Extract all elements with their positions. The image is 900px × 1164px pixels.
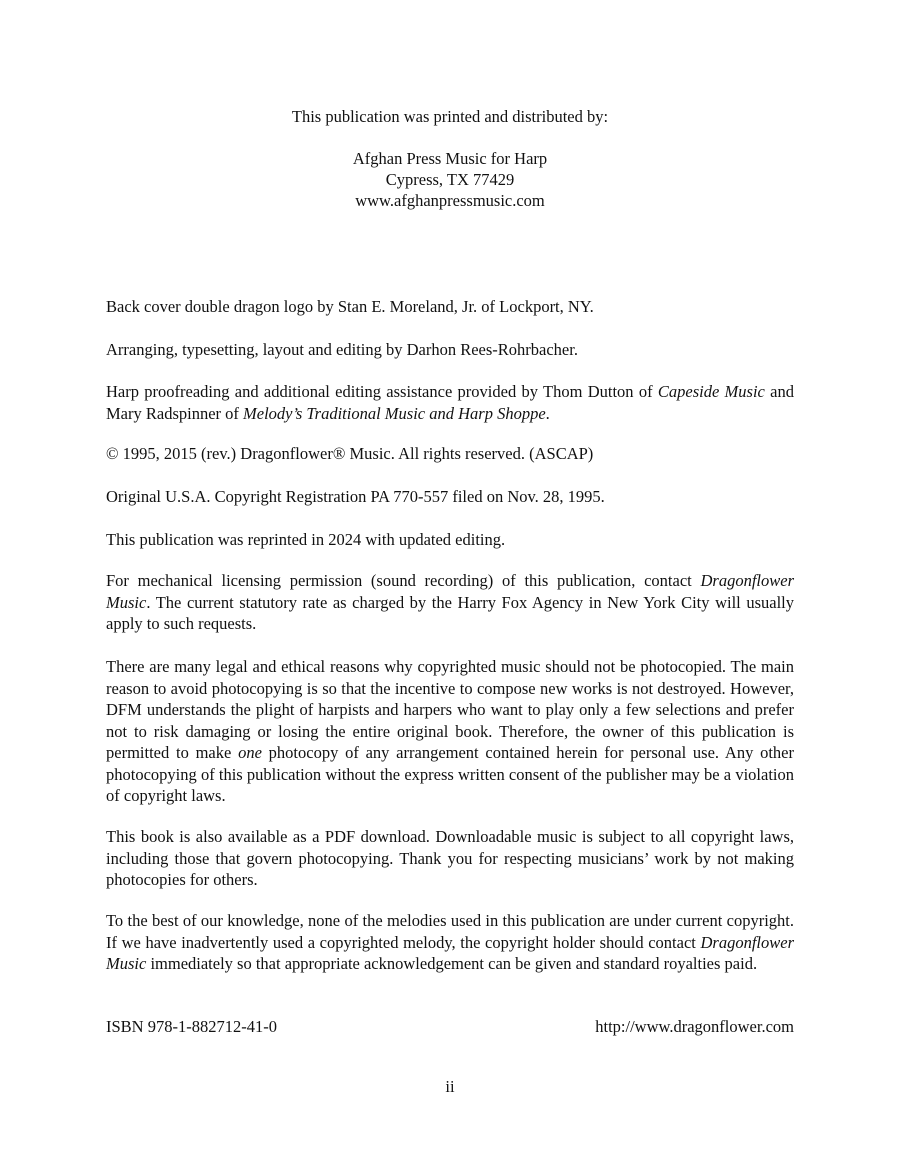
page-number: ii (445, 1077, 455, 1096)
licensing-part1: For mechanical licensing permission (sound recording) of this publication, contact (106, 571, 701, 590)
arranging-credit (106, 339, 794, 361)
licensing-paragraph (106, 570, 794, 635)
melodies-text (106, 910, 794, 975)
melodies-paragraph (106, 910, 794, 975)
logo-credit-text: Back cover double dragon logo by Stan E. Moreland, Jr. of Lockport, NY. (106, 297, 594, 316)
photocopy-part1: There are many legal and ethical reasons why copyrighted music should not be photocopied. The main reason to avoid photocopying is so that the incentive to compose new works is not destroyed. However, DFM understands the plight of harpists and harpers who want to play only a few selections and prefer not to risk damaging or losing the entire original book. Therefore, the owner of this publication is permitted to make (106, 657, 794, 762)
publisher-city: Cypress, TX 77429 (385, 170, 515, 189)
footer-url: http://www.dragonflower.com (595, 1017, 794, 1036)
pdf-paragraph (106, 826, 794, 891)
reprint-notice (106, 529, 794, 551)
photocopy-part2: photocopy of any arrangement contained herein for personal use. Any other photocopying of this publication without the express written consent of the publisher may be a violation of copyright laws. (106, 743, 794, 805)
publisher-intro: This publication was printed and distributed by: (291, 107, 609, 126)
publisher-address-block (0, 148, 900, 211)
photocopy-text (106, 656, 794, 807)
proofreading-part3: . (545, 403, 550, 423)
publisher-intro-block (0, 106, 900, 127)
licensing-part2: . The current statutory rate as charged by the Harry Fox Agency in New York City will usually apply to such requests. (106, 592, 794, 633)
proofreading-credit-text (106, 381, 794, 424)
footer-line (106, 1016, 794, 1037)
pdf-notice-text: This book is also available as a PDF download. Downloadable music is subject to all copyright laws, including those that govern photocopying. Thank you for respecting musicians’ work by not making photocopies for others. (106, 827, 794, 889)
copyright-registration (106, 486, 794, 508)
photocopy-paragraph (106, 656, 794, 807)
isbn: ISBN 978-1-882712-41-0 (106, 1017, 277, 1036)
proofreading-part2: and Mary Radspinner of (106, 382, 795, 423)
copyright-registration-text: Original U.S.A. Copyright Registration PA 770-557 filed on Nov. 28, 1995. (106, 487, 605, 506)
licensing-text (106, 570, 794, 635)
proofreading-credit (106, 381, 794, 424)
licensing-dragonflower: Dragonflower Music (106, 571, 794, 612)
melodies-part2: immediately so that appropriate acknowledgement can be given and standard royalties paid. (146, 954, 758, 973)
photocopy-one: one (238, 743, 262, 762)
publisher-website: www.afghanpressmusic.com (355, 191, 545, 210)
melodies-part1: To the best of our knowledge, none of the melodies used in this publication are under current copyright. If we have inadvertently used a copyrighted melody, the copyright holder should contact (106, 911, 794, 952)
logo-credit (106, 296, 794, 318)
arranging-credit-text: Arranging, typesetting, layout and editing by Darhon Rees-Rohrbacher. (106, 340, 578, 359)
melodys-shoppe: Melody’s Traditional Music and Harp Shoppe (243, 403, 546, 423)
reprint-notice-text: This publication was reprinted in 2024 with updated editing. (106, 530, 506, 549)
copyright-notice-text: © 1995, 2015 (rev.) Dragonflower® Music. All rights reserved. (ASCAP) (106, 444, 594, 463)
melodies-dragonflower: Dragonflower Music (106, 932, 794, 973)
copyright-notice (106, 443, 794, 465)
proofreading-part1: Harp proofreading and additional editing assistance provided by Thom Dutton of (106, 382, 658, 401)
publisher-name: Afghan Press Music for Harp (352, 149, 548, 168)
capeside-music: Capeside Music (657, 382, 765, 401)
